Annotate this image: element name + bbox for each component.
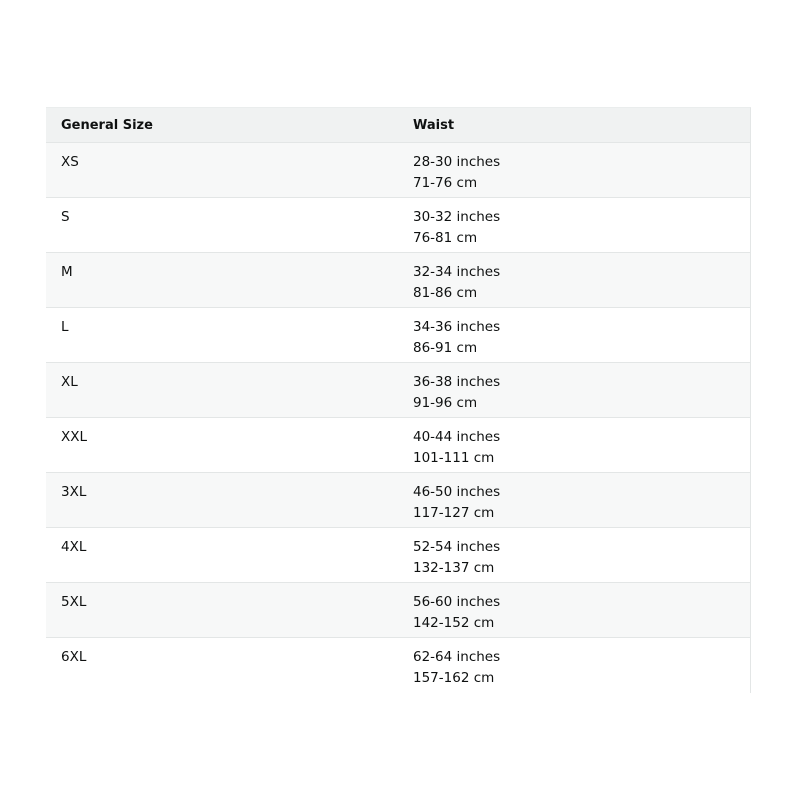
waist-inches: 34-36 inches [413,319,501,335]
size-cell: 5XL [61,594,87,610]
waist-cm: 142-152 cm [413,614,495,631]
waist-inches: 30-32 inches [413,209,501,225]
size-cell: XL [61,374,78,390]
waist-inches: 28-30 inches [413,154,501,170]
table-header-row [46,108,750,143]
size-cell: XS [61,154,79,170]
waist-cell [398,473,750,527]
waist-cm: 86-91 cm [413,339,478,356]
waist-inches: 62-64 inches [413,649,501,665]
table-row [46,528,750,583]
waist-cm: 117-127 cm [413,504,495,521]
size-cell: S [61,209,70,225]
waist-cm: 132-137 cm [413,559,495,576]
waist-cm: 71-76 cm [413,174,478,191]
waist-cell [398,418,750,472]
table-row [46,198,750,253]
size-chart-table [46,107,751,693]
table-body [46,143,750,693]
waist-inches: 52-54 inches [413,539,501,555]
table-row [46,363,750,418]
table-row [46,638,750,693]
waist-inches: 56-60 inches [413,594,501,610]
waist-cell [398,638,750,693]
waist-cm: 91-96 cm [413,394,478,411]
size-cell: L [61,319,69,335]
waist-cell [398,308,750,362]
waist-cm: 81-86 cm [413,284,478,301]
size-cell: 3XL [61,484,87,500]
table-row [46,143,750,198]
waist-cell [398,583,750,637]
waist-inches: 46-50 inches [413,484,501,500]
table-row [46,583,750,638]
waist-inches: 36-38 inches [413,374,501,390]
waist-cell [398,198,750,252]
header-general-size: General Size [61,117,153,133]
table-row [46,308,750,363]
waist-cm: 157-162 cm [413,669,495,686]
table-row [46,253,750,308]
table-row [46,418,750,473]
size-cell: M [61,264,73,280]
header-waist: Waist [413,117,455,133]
waist-cell [398,528,750,582]
waist-cell [398,363,750,417]
table-row [46,473,750,528]
waist-cm: 101-111 cm [413,449,495,466]
waist-cell [398,253,750,307]
waist-cm: 76-81 cm [413,229,478,246]
waist-inches: 32-34 inches [413,264,501,280]
waist-inches: 40-44 inches [413,429,501,445]
size-cell: XXL [61,429,88,445]
size-cell: 4XL [61,539,87,555]
size-cell: 6XL [61,649,87,665]
waist-cell [398,143,750,197]
